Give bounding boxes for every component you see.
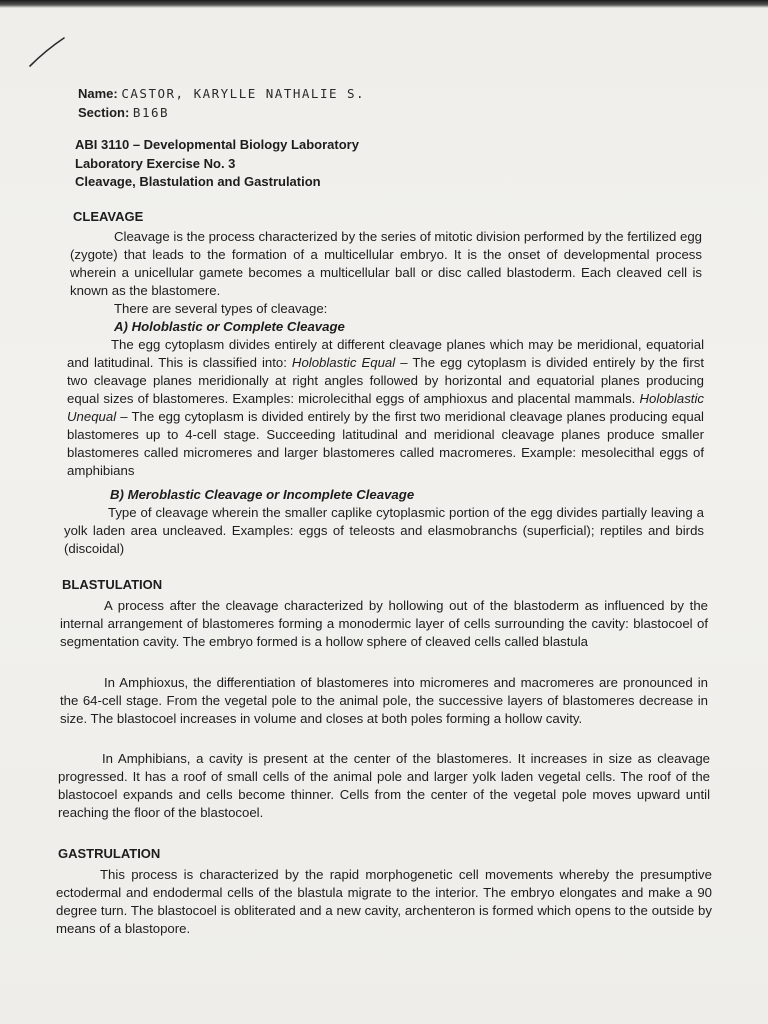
course-info — [75, 136, 359, 192]
cleavage-intro-paragraph: Cleavage is the process characterized by the series of mitotic division performed by the fertilized egg (zygote) that leads to the formation of a multicellular embryo. It is the onset of developmental process wherein a unicellular gamete becomes a multicellular ball or disc called blastoderm. Each cleaved cell is known as the blastomere. — [70, 229, 702, 298]
cleavage-types-intro: There are several types of cleavage: — [114, 301, 328, 316]
pen-check-mark — [28, 34, 68, 70]
cleavage-heading: CLEAVAGE — [73, 209, 144, 224]
scan-edge-shadow — [0, 0, 768, 8]
exercise-topic: Cleavage, Blastulation and Gastrulation — [75, 174, 321, 189]
course-title: ABI 3110 – Developmental Biology Laboratory — [75, 137, 359, 152]
meroblastic-subheading: B) Meroblastic Cleavage or Incomplete Cleavage — [110, 487, 415, 502]
blastulation-paragraph-2: In Amphioxus, the differentiation of blastomeres into micromeres and macromeres are pronounced in the 64-cell stage. From the vegetal pole to the animal pole, the successive layers of blastomeres decrease in size. The blastocoel increases in volume and closes at both poles forming a hollow cavity. — [60, 675, 708, 726]
blastulation-paragraph-1: A process after the cleavage characterized by hollowing out of the blastoderm as influenced by the internal arrangement of blastomeres forming a monodermic layer of cells surrounding the cavity: blastocoel of segmentation cavity. The embryo formed is a hollow sphere of cleaved cells called blastula — [60, 598, 708, 649]
blastulation-heading: BLASTULATION — [62, 577, 163, 592]
section-line — [78, 104, 169, 122]
holoblastic-paragraph — [67, 336, 704, 480]
gastrulation-paragraph: This process is characterized by the rapid morphogenetic cell movements whereby the presumptive ectodermal and endodermal cells of the blastula migrate to the interior. The embryo elongates and make a 90 degree turn. The blastocoel is obliterated and a new cavity, archenteron is formed which opens to the outside by means of a blastopore. — [56, 867, 712, 936]
blastulation-paragraph-3: In Amphibians, a cavity is present at the center of the blastomeres. It increases in size as cleavage progressed. It has a roof of small cells of the animal pole and larger yolk laden vegetal cells. The roof of the blastocoel expands and cells become thinner. Cells from the center of the vegetal pole moves upward until reaching the floor of the blastocoel. — [58, 751, 710, 820]
holoblastic-equal-term: Holoblastic Equal — [291, 355, 396, 370]
exercise-number: Laboratory Exercise No. 3 — [75, 155, 236, 171]
holoblastic-text-3: – The egg cytoplasm is divided entirely by the first two meridional cleavage planes producing equal blastomeres up to 4-cell stage. Succeeding latitudinal and meridional cleavage planes produce smaller blastomeres called micromeres and larger blastomeres called macromeres. Example: mesolecithal eggs of amphibians — [67, 409, 704, 478]
holoblastic-text-2: – The egg cytoplasm is divided entirely by the first two cleavage planes meridionally at right angles followed by horizontal and equatorial planes producing equal sizes of blastomeres. Examples: microlecithal eggs of amphioxus and placental mammals. — [67, 355, 704, 406]
meroblastic-paragraph: Type of cleavage wherein the smaller caplike cytoplasmic portion of the egg divides partially leaving a yolk laden area uncleaved. Examples: eggs of teleosts and elasmobranchs (superficial); reptiles and birds (discoidal) — [64, 505, 704, 556]
holoblastic-unequal-term: Holoblastic Unequal — [67, 391, 704, 424]
name-label: Name: — [78, 86, 118, 101]
section-value: B16B — [132, 105, 170, 120]
name-line — [78, 85, 365, 103]
holoblastic-text-1: The egg cytoplasm divides entirely at different cleavage planes which may be meridional, equatorial and latitudinal. This is classified into: — [67, 337, 704, 370]
gastrulation-heading: GASTRULATION — [58, 846, 161, 861]
holoblastic-subheading: A) Holoblastic or Complete Cleavage — [114, 319, 345, 334]
section-label: Section: — [78, 105, 130, 120]
name-value: CASTOR, KARYLLE NATHALIE S. — [121, 86, 366, 101]
